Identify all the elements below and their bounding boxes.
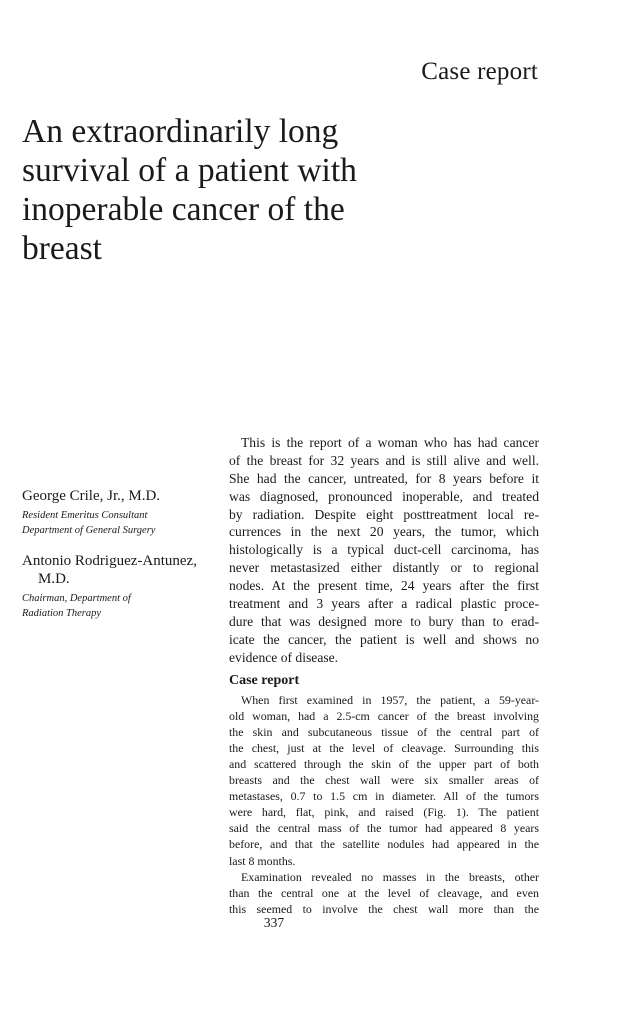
body-line: last 8 months. <box>229 853 296 868</box>
affiliation-line: Radiation Therapy <box>22 607 102 619</box>
body-line: When first examined in 1957, the patient, a 59-year- <box>241 692 539 707</box>
body-line: than the central one at the level of cleavage, and even <box>229 885 539 900</box>
body-line: Examination revealed no masses in the breasts, other <box>241 869 539 884</box>
title-line: inoperable cancer of the <box>22 191 345 228</box>
body-line: metastases, 0.7 to 1.5 cm in diameter. All of the tumors <box>229 789 539 804</box>
author-name <box>22 552 222 588</box>
author-block <box>22 487 222 635</box>
affiliation-line: Resident Emeritus Consultant <box>22 510 148 521</box>
body-line: old woman, had a 2.5-cm cancer of the breast involving <box>229 708 539 723</box>
affiliation-line: Chairman, Department of <box>22 593 131 604</box>
author-name-line: M.D. <box>38 571 70 587</box>
title-line: An extraordinarily long <box>22 113 339 150</box>
author-name <box>22 487 222 505</box>
body-text <box>229 692 539 917</box>
author-name-line: Antonio Rodriguez-Antunez, <box>22 553 197 569</box>
title-line: breast <box>22 230 102 267</box>
author-affiliation <box>22 592 222 621</box>
affiliation-line: Department of General Surgery <box>22 524 156 536</box>
abstract-line: This is the report of a woman who has had cancer <box>241 435 539 450</box>
abstract-line: histologically is a typical duct-cell carcinoma, has <box>229 542 539 558</box>
body-line: the skin and subcutaneous tissue of the central part of <box>229 724 539 739</box>
body-line: breasts and the chest wall were six smaller areas of <box>229 773 539 788</box>
abstract-line: of the breast for 32 years and is still alive and well. <box>229 452 539 468</box>
abstract-line: She had the cancer, untreated, for 8 years before it <box>229 470 539 486</box>
author-name-line: George Crile, Jr., M.D. <box>22 488 161 504</box>
body-line: the chest, just at the level of cleavage. Surrounding this <box>229 740 539 755</box>
abstract-line: treatment and 3 years after a radical plastic proce- <box>229 596 539 612</box>
article-title <box>22 112 442 268</box>
author-affiliation <box>22 509 222 538</box>
body-line: and scattered through the skin of the upper part of both <box>229 756 539 771</box>
abstract-line: icate the cancer, the patient is well and shows no <box>229 631 539 647</box>
abstract <box>229 434 539 667</box>
page-number: 337 <box>263 915 285 930</box>
section-label: Case report <box>421 58 538 85</box>
body-line: this seemed to involve the chest wall more than the <box>229 901 539 916</box>
abstract-line: currences in the next 20 years, the tumor, which <box>229 524 539 540</box>
abstract-line: was diagnosed, pronounced inoperable, and treated <box>229 488 539 504</box>
title-line: survival of a patient with <box>22 152 357 189</box>
abstract-line: evidence of disease. <box>229 649 339 665</box>
main-column <box>229 434 539 917</box>
abstract-line: nodes. At the present time, 24 years after the first <box>229 578 539 594</box>
section-heading: Case report <box>229 672 300 688</box>
abstract-line: by radiation. Despite eight posttreatment local re- <box>229 506 539 522</box>
body-line: were hard, flat, pink, and raised (Fig. 1). The patient <box>229 805 539 820</box>
body-line: before, and that the satellite nodules had appeared in the <box>229 837 539 852</box>
abstract-line: dure that was designed more to bury than to erad- <box>229 613 539 629</box>
abstract-line: never metastasized either distantly or to regional <box>229 560 539 576</box>
body-line: said the central mass of the tumor had appeared 8 years <box>229 821 539 836</box>
